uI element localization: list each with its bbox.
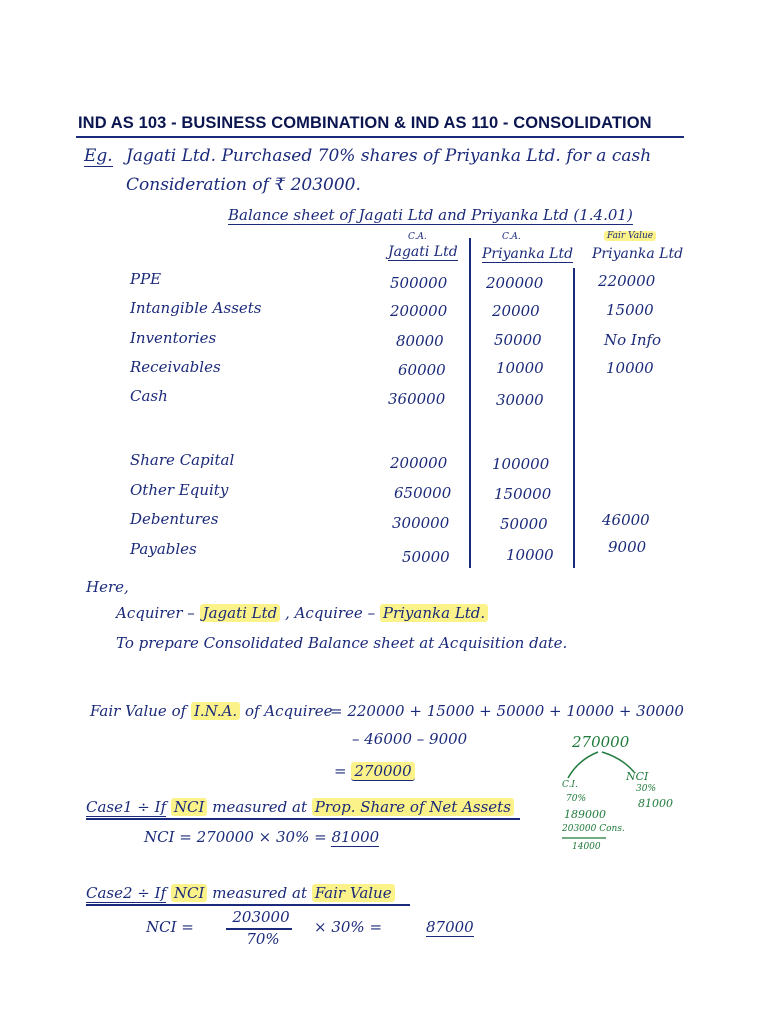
row-value-priyanka: 50000 [494,331,542,349]
case1-measured: measured at [212,798,308,816]
row-value-fair: 15000 [606,301,654,319]
case1-basis: Prop. Share of Net Assets [312,798,514,816]
balance-sheet-heading: Balance sheet of Jagati Ltd and Priyanka Ltd (1.4.01) [228,206,633,224]
case2-heading [86,884,395,902]
acquiree-label: Acquiree – [294,604,376,622]
col3-header: Priyanka Ltd [592,246,684,262]
case2-basis: Fair Value [312,884,395,902]
row-value-priyanka: 30000 [496,391,544,409]
row-value-fair: 9000 [608,538,647,556]
page-title: IND AS 103 - BUSINESS COMBINATION & IND AS 110 - CONSOLIDATION [78,114,652,132]
case1-nci: NCI [171,798,208,816]
case2-nci: NCI [171,884,208,902]
fair-value-line-1: = 220000 + 15000 + 50000 + 10000 + 30000 [330,702,684,720]
row-label: Other Equity [130,481,229,499]
row-value-priyanka: 10000 [506,546,554,564]
fair-value-line-2: – 46000 – 9000 [352,730,468,748]
case2-calc-post: × 30% = [314,918,383,936]
case2-denominator: 70% [246,930,280,948]
row-value-fair: 46000 [602,511,650,529]
row-value-jagati: 80000 [396,332,444,350]
equals-sign: = [334,762,347,780]
row-value-fair: No Info [604,331,662,349]
row-value-priyanka: 50000 [500,515,548,533]
example-line-1: Jagati Ltd. Purchased 70% shares of Priyanka Ltd. for a cash [126,146,652,166]
fv-label-highlight: I.N.A. [191,702,240,720]
example-line-2: Consideration of ₹ 203000. [126,175,361,195]
row-label: PPE [130,270,162,288]
row-label: Debentures [130,510,219,528]
case1-underline [86,818,520,820]
row-label: Intangible Assets [130,299,262,317]
case1-label: Case1 ÷ If [86,798,167,816]
row-value-jagati: 650000 [394,484,452,502]
acquiree-name: Priyanka Ltd. [380,604,488,622]
here-label: Here, [86,578,129,596]
fv-label-post: of Acquiree [244,702,333,720]
case2-underline [86,904,410,906]
row-value-priyanka: 150000 [494,485,552,503]
col2-sub: C.A. [502,232,521,242]
separator: , [285,604,290,622]
case2-result [426,918,474,936]
side-note-nci-label: NCI [626,770,649,783]
case1-calc [144,828,379,846]
acquirer-name: Jagati Ltd [200,604,281,622]
row-value-priyanka: 100000 [492,455,550,473]
row-label: Receivables [130,358,221,376]
col3-sub: Fair Value [604,231,656,241]
side-note-goodwill: 14000 [572,842,601,852]
row-value-priyanka: 200000 [486,274,544,292]
col1-header: Jagati Ltd [388,244,458,260]
row-value-jagati: 500000 [390,274,448,292]
purpose-line: To prepare Consolidated Balance sheet at Acquisition date. [116,634,568,652]
case2-label: Case2 ÷ If [86,884,167,902]
row-value-jagati: 300000 [392,514,450,532]
row-value-jagati: 50000 [402,548,450,566]
fair-value-total: 270000 [351,762,414,781]
row-value-fair: 220000 [598,272,656,290]
example-label: Eg. [84,146,113,166]
row-value-fair: 10000 [606,359,654,377]
row-value-priyanka: 10000 [496,359,544,377]
row-label: Share Capital [130,451,235,469]
case1-formula: NCI = 270000 × 30% = [144,828,327,846]
fv-label-pre: Fair Value of [90,702,187,720]
row-value-jagati: 360000 [388,390,446,408]
side-note-nci-value: 81000 [638,797,673,810]
side-note-consideration: 203000 Cons. [562,824,625,834]
case2-calc-pre: NCI = [146,918,194,936]
case2-numerator: 203000 [232,908,290,926]
row-value-jagati: 200000 [390,454,448,472]
acquirer-label: Acquirer – [116,604,195,622]
row-value-priyanka: 20000 [492,302,540,320]
row-label: Payables [130,540,197,558]
side-note-nci-pct: 30% [636,784,657,794]
case1-result: 81000 [331,828,380,846]
case2-result-value: 87000 [426,918,474,936]
row-label: Cash [130,387,168,405]
row-value-jagati: 200000 [390,302,448,320]
case1-heading [86,798,514,816]
side-note-ci-value: 189000 [564,808,606,821]
case2-measured: measured at [212,884,308,902]
side-note-total: 270000 [572,733,630,751]
col2-header: Priyanka Ltd [482,246,574,262]
side-note-ci-label: C.I. [562,780,578,790]
col1-sub: C.A. [408,232,427,242]
side-note-ci-pct: 70% [566,794,587,804]
row-label: Inventories [130,329,217,347]
row-value-jagati: 60000 [398,361,446,379]
